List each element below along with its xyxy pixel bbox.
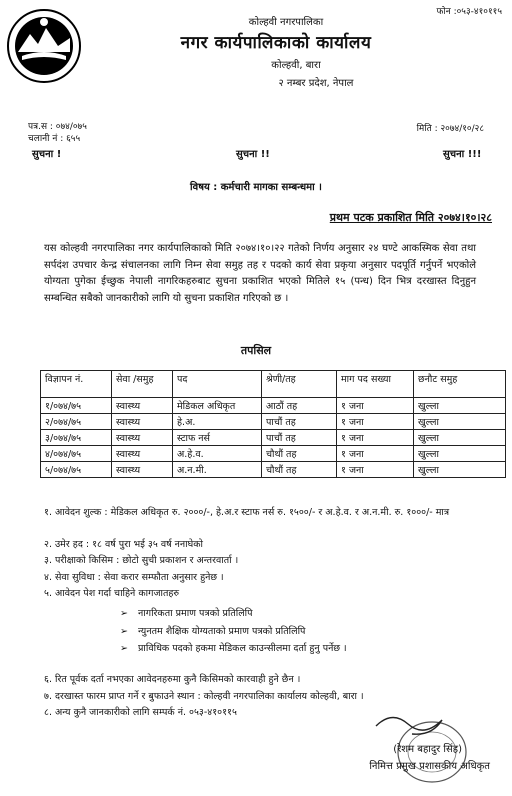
letter-date: मिति : २०७४/१०/२८ bbox=[416, 124, 484, 134]
document-item-label: न्युनतम शैक्षिक योग्यताको प्रमाण पत्रको प्रतिलिपि bbox=[138, 626, 306, 637]
dispatch-number: चलानी नं : ६५५ bbox=[28, 134, 81, 144]
table-row bbox=[41, 462, 506, 478]
note-contact: ८. अन्य कुनै जानकारीको लागि सम्पर्क नं. ०५३-४१०११५ bbox=[44, 707, 237, 718]
cell-advert-no: ४/०७४/७५ bbox=[41, 446, 112, 462]
document-item-label: नागरिकता प्रमाण पत्रको प्रतिलिपि bbox=[138, 608, 253, 619]
cell-count: १ जना bbox=[337, 414, 414, 430]
arrow-bullet-icon: ➢ bbox=[120, 608, 128, 619]
notice-heading-1: सुचना ! bbox=[32, 149, 62, 160]
note-invalid-applications: ६. रित पूर्वक दर्ता नभएका आवेदनहरुमा कुनै किसिमको कारवाही हुने छैन । bbox=[44, 674, 301, 685]
arrow-bullet-icon: ➢ bbox=[120, 643, 128, 654]
list-item bbox=[120, 641, 347, 654]
table-row bbox=[41, 430, 506, 446]
cell-post: अ.हे.व. bbox=[173, 446, 262, 462]
note-application-fee: १. आवेदन शुल्क : मेडिकल अधिकृत रु. २०००/-, हे.अ.र स्टाफ नर्स रु. १५००/- र अ.हे.व. र अ.न.मी. रु. १०००/- मात्र bbox=[44, 507, 450, 518]
notice-body: यस कोल्हवी नगरपालिका नगर कार्यपालिकाको मिति २०७४।१०।२२ गतेको निर्णय अनुसार २४ घण्टे आकस्मिक सेवा तथा सर्पदंश उपचार केन्द्र संचालनका लागि निम्न सेवा समुह तह र पदको कार्य सेवा प्रकृया अनुसार पदपूर्ति गर्नुपर्ने भएकोले योग्यता पुगेका ईच्छुक नेपाली नागरिकहरुबाट सुचना प्रकाशित भएको मितिले १५ (पन्ध) दिन भित्र दरखास्त दिनुहुन सम्बन्धित सबैको जानकारीको लागि यो सुचना प्रकाशित गरिएको छ । bbox=[44, 243, 476, 304]
cell-service: स्वास्थ्य bbox=[112, 446, 173, 462]
note-benefits: ४. सेवा सुविधा : सेवा करार सम्फौता अनुसार हुनेछ । bbox=[44, 572, 224, 583]
details-heading: तपसिल bbox=[240, 344, 272, 357]
cell-service: स्वास्थ्य bbox=[112, 398, 173, 414]
cell-group: खुल्ला bbox=[414, 414, 506, 430]
document-item-label: प्राविधिक पदको हकमा मेडिकल काउन्सीलमा दर्ता हुनु पर्नेछ । bbox=[138, 643, 347, 654]
subject-line: विषय : कर्मचारी मागका सम्बन्धमा । bbox=[190, 182, 322, 193]
col-post: पद bbox=[173, 371, 262, 398]
cell-group: खुल्ला bbox=[414, 446, 506, 462]
cell-post: स्टाफ नर्स bbox=[173, 430, 262, 446]
office-place: कोल्हवी, बारा bbox=[271, 60, 321, 71]
office-title: नगर कार्यपालिकाको कार्यालय bbox=[180, 33, 372, 53]
col-selection-group: छनौट समुह bbox=[414, 371, 506, 398]
list-item bbox=[120, 624, 305, 637]
col-posts-count: माग पद सख्या bbox=[337, 371, 414, 398]
cell-advert-no: १/०७४/७५ bbox=[41, 398, 112, 414]
table-row bbox=[41, 446, 506, 462]
cell-service: स्वास्थ्य bbox=[112, 430, 173, 446]
office-address: २ नम्बर प्रदेश, नेपाल bbox=[278, 78, 354, 89]
cell-group: खुल्ला bbox=[414, 462, 506, 478]
cell-level: चौथौं तह bbox=[262, 462, 337, 478]
cell-group: खुल्ला bbox=[414, 398, 506, 414]
notice-heading-2: सुचना !! bbox=[236, 149, 270, 160]
cell-service: स्वास्थ्य bbox=[112, 462, 173, 478]
cell-count: १ जना bbox=[337, 398, 414, 414]
cell-post: अ.न.मी. bbox=[173, 462, 262, 478]
vacancy-table bbox=[40, 370, 506, 478]
cell-count: १ जना bbox=[337, 430, 414, 446]
note-exam-type: ३. परीक्षाको किसिम : छोटो सुची प्रकाशन र अन्तरवार्ता । bbox=[44, 555, 239, 566]
cell-post: मेडिकल अधिकृत bbox=[173, 398, 262, 414]
notice-heading-3: सुचना !!! bbox=[443, 149, 482, 160]
office-name: कोल्हवी नगरपालिका bbox=[248, 17, 324, 28]
cell-level: आठौं तह bbox=[262, 398, 337, 414]
signatory-name: (रेशम बहादुर सिंह) bbox=[393, 744, 462, 755]
list-item bbox=[120, 606, 253, 619]
cell-advert-no: ५/०७४/७५ bbox=[41, 462, 112, 478]
phone-number: फोन :०५३-४१०११५ bbox=[436, 7, 502, 17]
note-documents: ५. आवेदन पेश गर्दा चाहिने कागजातहरु bbox=[44, 588, 180, 599]
cell-count: १ जना bbox=[337, 446, 414, 462]
cell-advert-no: ३/०७४/७५ bbox=[41, 430, 112, 446]
cell-service: स्वास्थ्य bbox=[112, 414, 173, 430]
col-level: श्रेणी/तह bbox=[262, 371, 337, 398]
col-advert-no: विज्ञापन नं. bbox=[41, 371, 112, 398]
cell-post: हे.अ. bbox=[173, 414, 262, 430]
signatory-title: निमित्त प्रमुख प्रशासकीय अधिकृत bbox=[369, 761, 490, 772]
published-date: प्रथम पटक प्रकाशित मिति २०७४।१०।२८ bbox=[329, 211, 492, 224]
cell-group: खुल्ला bbox=[414, 430, 506, 446]
col-service-group: सेवा /समुह bbox=[112, 371, 173, 398]
cell-advert-no: २/०७४/७५ bbox=[41, 414, 112, 430]
cell-level: पाचौं तह bbox=[262, 414, 337, 430]
table-header-row bbox=[41, 371, 506, 398]
cell-count: १ जना bbox=[337, 462, 414, 478]
table-row bbox=[41, 398, 506, 414]
arrow-bullet-icon: ➢ bbox=[120, 626, 128, 637]
cell-level: चौथौं तह bbox=[262, 446, 337, 462]
note-age-limit: २. उमेर हद : १८ वर्ष पुरा भई ३५ वर्ष ननाघेको bbox=[44, 539, 203, 550]
note-submission-place: ७. दरखास्त फारम प्राप्त गर्ने र बुफाउने स्थान : कोल्हवी नगरपालिका कार्यालय कोल्हवी, बारा । bbox=[44, 691, 364, 702]
letter-number: पत्र.स : ०७४/०७५ bbox=[28, 122, 87, 132]
table-row bbox=[41, 414, 506, 430]
cell-level: पाचौं तह bbox=[262, 430, 337, 446]
